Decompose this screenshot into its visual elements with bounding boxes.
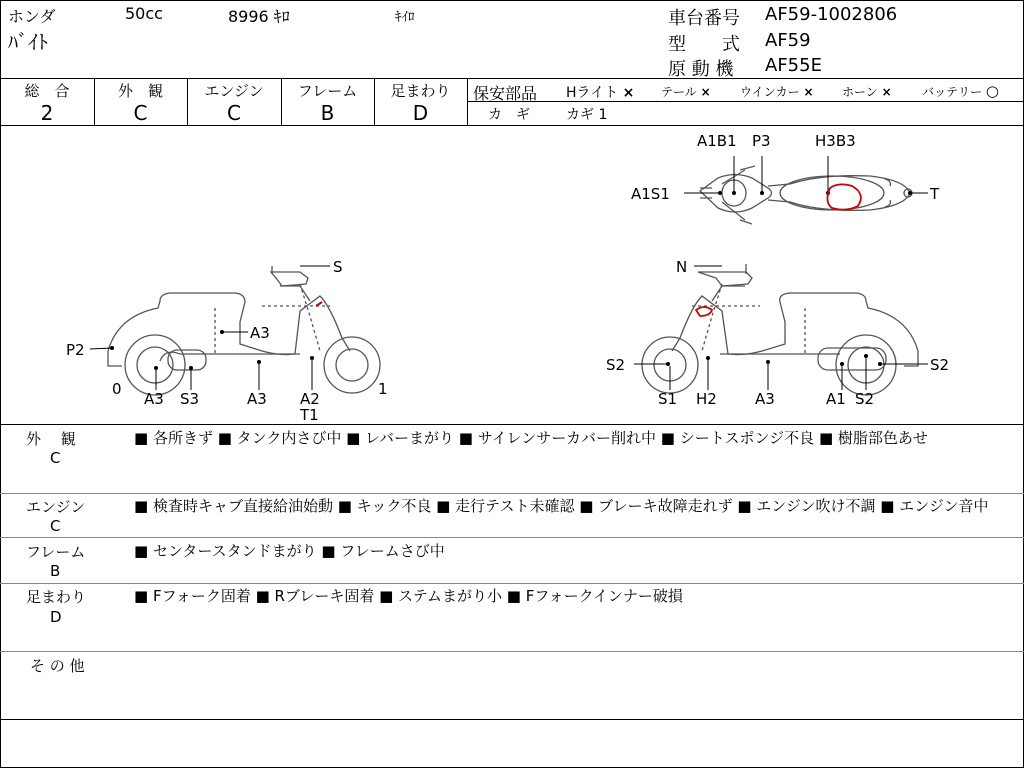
label-right-h2: H2: [696, 390, 717, 408]
label-right-n: N: [676, 258, 688, 276]
divider: [467, 101, 1024, 102]
displacement: 50cc: [125, 4, 163, 23]
label-right-a1: A1: [826, 390, 846, 408]
other-label: そ の 他: [30, 657, 85, 675]
safety-item-headlight: Hライト ×: [566, 85, 635, 101]
divider: [0, 493, 1024, 494]
engine-value: AF55E: [765, 55, 822, 76]
label-right-s1: S1: [658, 390, 678, 408]
label-right-s2-right: S2: [930, 356, 950, 374]
label-left-s: S: [333, 258, 343, 276]
divider: [0, 583, 1024, 584]
divider: [0, 651, 1024, 652]
remark-exterior-text: ■ 各所きず ■ タンク内さび中 ■ レバーまがり ■ サイレンサーカバー削れ中 ■ シートスポンジ不良 ■ 樹脂部色あせ: [134, 429, 928, 447]
safety-parts-label: 保安部品: [473, 84, 538, 103]
condition-diagram: [0, 126, 1024, 424]
maker: ホンダ: [8, 7, 56, 26]
label-right-s2-left: S2: [606, 356, 626, 374]
mileage-unit: ｷｲﾛ: [395, 10, 415, 25]
label-left-1: 1: [378, 380, 388, 398]
top-view-scooter-icon: [700, 166, 912, 224]
label-left-a3: A3: [144, 390, 164, 408]
divider: [0, 719, 1024, 720]
label-left-0: 0: [112, 380, 122, 398]
suspension-grade-value: D: [412, 101, 429, 125]
divider: [467, 78, 468, 125]
label-top-a1b1: A1B1: [697, 132, 737, 150]
divider: [0, 424, 1024, 425]
label-right-s2-lower: S2: [855, 390, 875, 408]
remark-suspension-grade: D: [50, 608, 62, 626]
frame-number-value: AF59-1002806: [765, 4, 898, 25]
model-name: ﾊﾞｲﾄ: [8, 30, 48, 54]
divider: [0, 537, 1024, 538]
remark-engine-label: エンジン: [26, 498, 86, 516]
label-left-p2: P2: [66, 341, 85, 359]
label-left-a3-upper: A3: [250, 324, 270, 342]
left-side-scooter-icon: [108, 266, 380, 395]
remark-frame-label: フレーム: [26, 543, 86, 561]
label-top-a1s1: A1S1: [631, 185, 670, 203]
key-value: カギ 1: [566, 107, 608, 123]
remark-exterior-grade: C: [50, 449, 61, 467]
engine-grade-label: エンジン: [204, 82, 264, 100]
engine-grade-value: C: [227, 101, 241, 125]
exterior-grade-label: 外 観: [117, 82, 163, 100]
frame-grade-value: B: [320, 101, 335, 125]
overall-grade-value: 2: [40, 101, 54, 125]
frame-grade-label: フレーム: [297, 82, 358, 100]
safety-item-horn: ホーン ×: [842, 85, 892, 99]
safety-item-tail: テール ×: [661, 85, 711, 99]
label-top-h3b3: H3B3: [815, 132, 856, 150]
suspension-grade-label: 足まわり: [390, 82, 451, 100]
label-left-s3: S3: [180, 390, 200, 408]
right-side-scooter-icon: [642, 264, 918, 395]
remark-suspension-label: 足まわり: [26, 588, 87, 606]
engine-label: 原 動 機: [668, 59, 734, 80]
label-top-p3: P3: [752, 132, 771, 150]
divider: [0, 78, 1024, 79]
remark-suspension-text: ■ Fフォーク固着 ■ Rブレーキ固着 ■ ステムまがり小 ■ Fフォークインナー破損: [134, 587, 683, 605]
frame-number-label: 車台番号: [668, 8, 740, 29]
exterior-grade-value: C: [133, 101, 148, 125]
overall-grade-label: 総 合: [24, 82, 70, 100]
remark-engine-text: ■ 検査時キャブ直接給油始動 ■ キック不良 ■ 走行テスト未確認 ■ ブレーキ故障走れず ■ エンジン吹け不調 ■ エンジン音中: [134, 497, 989, 515]
remark-engine-grade: C: [50, 517, 61, 535]
remark-exterior-label: 外 観: [26, 430, 76, 448]
type-value: AF59: [765, 30, 811, 51]
safety-item-battery: バッテリー ○: [922, 82, 999, 100]
damage-mark-icon: [827, 184, 860, 209]
type-label: 型 式: [668, 34, 740, 55]
label-right-a3: A3: [755, 390, 775, 408]
label-left-a3-lower: A3: [247, 390, 267, 408]
label-left-a2: A2: [300, 390, 320, 408]
label-left-t1: T1: [300, 406, 319, 424]
label-top-t: T: [930, 185, 940, 203]
remark-frame-text: ■ センタースタンドまがり ■ フレームさび中: [134, 542, 445, 560]
key-label: カ ギ: [488, 107, 530, 123]
remark-frame-grade: B: [50, 562, 61, 580]
mileage: 8996 ｷﾛ: [228, 7, 290, 26]
damage-mark-icon: [696, 307, 712, 316]
safety-item-winker: ウインカー ×: [740, 85, 814, 99]
